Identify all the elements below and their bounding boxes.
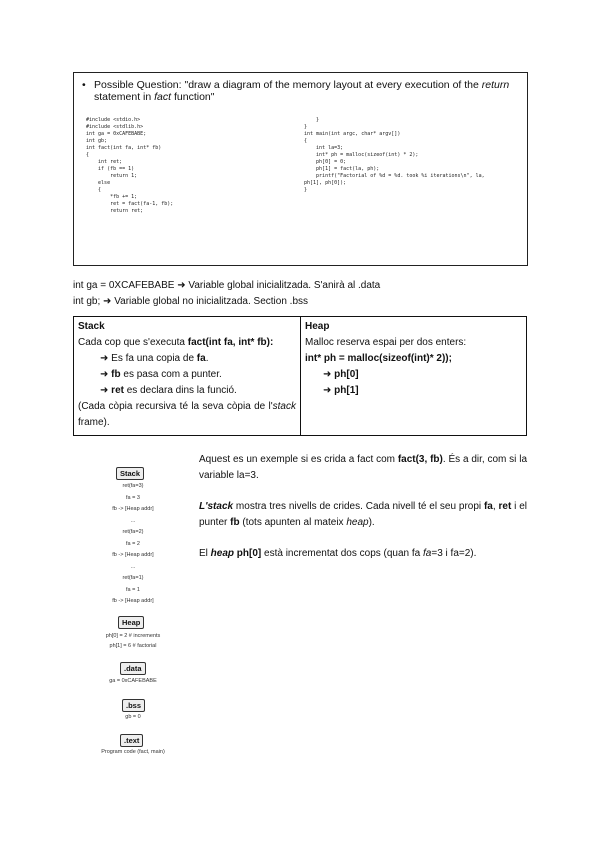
p2-c: mostra tres nivells de crides. Cada nivell té el seu propi [233,501,484,512]
p2-heap: heap [346,517,369,528]
code-right [304,117,526,194]
stack-row: fa = 1 [126,586,140,593]
stack-item-bold: fb [111,369,121,380]
heap-line2: int* ph = malloc(sizeof(int)* 2)); [305,353,452,364]
stack-title: Stack [78,321,105,332]
arrow-icon: ➜ [100,369,109,380]
possible-question [82,79,522,103]
code-line: } [304,187,308,193]
heap-item-label: ph[1] [334,385,359,396]
stack-note [78,399,296,431]
stack-row: ... [130,563,136,570]
code-line: ret = fact(fa-1, fb); [86,201,174,207]
stack-row: fb -> [Heap addr] [112,598,154,604]
stack-rows [78,481,188,608]
arrow-icon: ➜ [323,385,332,396]
question-text-2: statement in [94,91,155,103]
stack-row: fb -> [Heap addr] [112,506,154,512]
text-rows [72,749,194,756]
arrow-icon: ➜ [323,369,332,380]
stack-row: ... [130,517,136,524]
code-line: int la=3; [304,145,344,151]
bss-badge: .bss [122,699,145,712]
text-badge: .text [120,734,143,747]
p3-a: El [199,548,211,559]
code-line: if (fb == 1) [86,166,135,172]
data-badge: .data [120,662,146,675]
p3-ph0: ph[0] [236,548,262,559]
heap-rows [72,631,194,651]
text-row: Program code (fact, main) [101,749,165,755]
p3-e: està incrementat dos cops (quan fa [261,548,424,559]
data-rows [78,678,188,685]
heap-cell [301,317,527,436]
stack-row: fa = 2 [126,540,140,547]
code-line: int fact(int fa, int* fb) [86,145,162,151]
code-left [86,117,296,215]
data-row: ga = 0xCAFEBABE [109,678,157,684]
code-line: #include <stdlib.h> [86,124,144,130]
stack-row: fa = 3 [126,494,140,501]
code-line: int* ph = malloc(sizeof(int) * 2); [304,152,419,158]
stack-note-italic: stack [272,401,296,412]
p2-e: , [492,501,499,512]
code-line: { [86,152,90,158]
code-line: #include <stdio.h> [86,117,141,123]
code-line: { [86,187,102,193]
stack-badge: Stack [116,467,144,480]
stack-note-pre: (Cada còpia recursiva té la seva còpia de l' [78,401,273,412]
heap-title: Heap [305,321,330,332]
stack-intro-bold: fact(int fa, int* fb): [187,337,274,348]
code-line: { [304,138,308,144]
stack-item [78,351,296,367]
stack-row: ret(fa=3) [122,483,144,489]
stack-item [78,383,296,399]
arrow-icon: ➜ [103,296,112,307]
question-text-3: function" [171,91,215,103]
p2-a: L' [199,501,208,512]
code-line: ph[0] = 0; [304,159,347,165]
code-line: int gb; [86,138,108,144]
p2-g: i el punter [199,501,527,528]
p3-g: =3 i fa=2). [431,548,477,559]
slide-image [73,72,528,266]
arrow-icon: ➜ [100,353,109,364]
code-line: return ret; [86,208,144,214]
heap-item [305,383,522,399]
heap-item [305,367,522,383]
explanation-p1 [199,452,527,484]
bss-rows [78,714,188,721]
global-gb-line [73,295,308,308]
p1-text: Aquest es un exemple si es crida a fact com [199,454,398,465]
stack-heap-table [73,316,527,436]
heap-badge: Heap [118,616,144,629]
question-text-1: Possible Question: "draw a diagram of the memory layout at every execution of the [94,79,482,91]
code-line: int ret; [86,159,123,165]
p2-fa: fa [483,501,493,512]
heap-line1: Malloc reserva espai per dos enters: [305,337,467,348]
stack-row: ret(fa=1) [122,575,144,581]
arrow-icon: ➜ [100,385,109,396]
stack-item-bold: fa [196,353,206,364]
p2-k: ). [368,517,375,528]
bullet: • [82,79,86,91]
stack-item-post: . [205,353,209,364]
stack-row: ret(fa=2) [122,529,144,535]
stack-item-bold: ret [111,385,124,396]
stack-row: fb -> [Heap addr] [112,552,154,558]
gb-desc: Variable global no inicialitzada. Section .bss [114,296,309,307]
p2-stack: stack [207,501,234,512]
p1-text-end: . És a dir, com si la variable la=3. [199,454,528,481]
stack-item-text: es declara dins la funció. [123,385,237,396]
p3-fa: fa [423,548,432,559]
stack-item [78,367,296,383]
code-line: *fb += 1; [86,194,138,200]
stack-note-post: frame). [78,417,110,428]
code-line: int main(int argc, char* argv[]) [304,131,401,137]
code-line: int ga = 0xCAFEBABE; [86,131,147,137]
code-line: ph[1], ph[0]); [304,180,347,186]
code-line: return 1; [86,173,138,179]
heap-row: ph[1] = 6 # factorial [109,643,157,649]
code-line: } [304,117,320,123]
arrow-icon: ➜ [177,280,186,291]
gb-code: int gb; [73,296,101,307]
code-line: else [86,180,111,186]
question-italic-fact: fact [154,91,172,103]
explanation-p3 [199,546,527,562]
heap-item-label: ph[0] [334,369,359,380]
bss-row: gb = 0 [125,714,141,720]
p2-fb: fb [230,517,240,528]
p2-i: (tots apunten al mateix [239,517,347,528]
p2-ret: ret [498,501,512,512]
explanation-p2 [199,499,527,531]
p3-heap: heap [210,548,235,559]
code-line: printf("Factorial of %d = %d. took %i iterations\n", la, [304,173,485,179]
stack-cell [74,317,301,436]
memory-diagram [78,458,188,768]
question-italic-return: return [481,79,510,91]
global-ga-line [73,279,380,292]
stack-intro: Cada cop que s'executa [78,337,188,348]
code-line: } [304,124,308,130]
stack-item-text: Es fa una copia de [111,353,197,364]
heap-row: ph[0] = 2 # increments [105,633,161,639]
ga-code: int ga = 0XCAFEBABE [73,280,175,291]
stack-item-text: es pasa com a punter. [120,369,222,380]
code-line: ph[1] = fact(la, ph); [304,166,380,172]
ga-desc: Variable global inicialitzada. S'anirà al .data [188,280,381,291]
p1-bold: fact(3, fb) [397,454,443,465]
